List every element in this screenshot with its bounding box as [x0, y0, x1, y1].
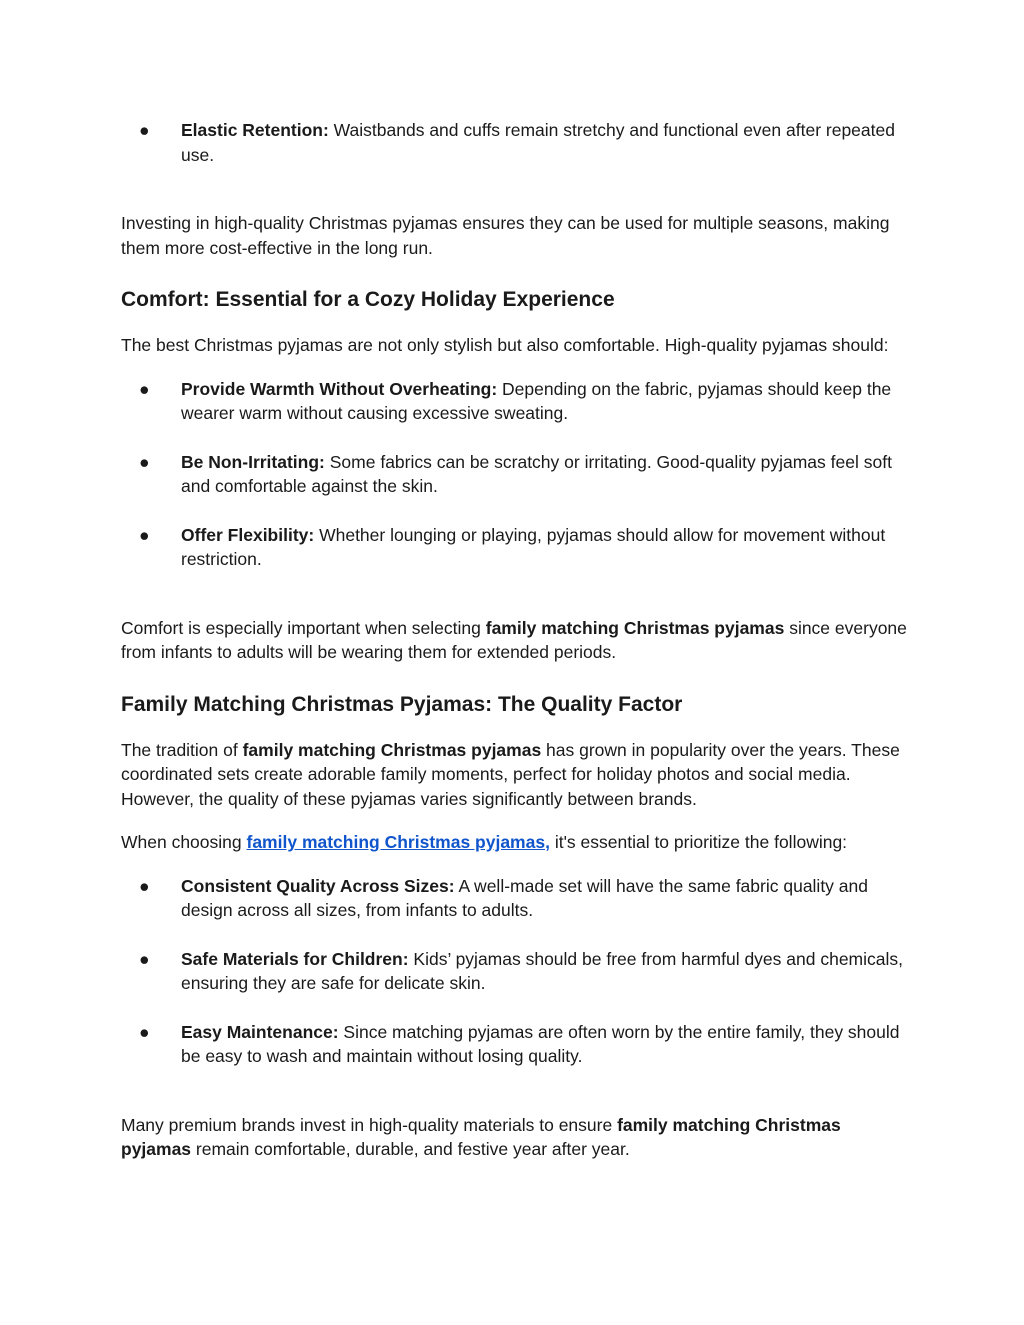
list-item-title: Be Non-Irritating: [181, 451, 325, 472]
list-item [121, 1020, 911, 1069]
bullet-icon: ● [139, 451, 150, 472]
list-item [121, 523, 911, 572]
list-item-title: Provide Warmth Without Overheating: [181, 378, 498, 399]
list-item-text: Waistbands and cuffs remain stretchy and functional even after repeated use. [181, 120, 895, 165]
list-item [121, 377, 911, 426]
text-run: The tradition of [121, 739, 243, 760]
list-item [121, 450, 911, 499]
list-item-title: Consistent Quality Across Sizes: [181, 875, 455, 896]
text-run-bold: family matching Christmas pyjamas [121, 1114, 841, 1159]
list-spacer [121, 499, 911, 523]
text-run: has grown in popularity over the years. These coordinated sets create adorable family moments, perfect for holiday photos and social media. However, the quality of these pyjamas varies significantly between brands. [121, 739, 900, 809]
list-item-text: Whether lounging or playing, pyjamas should allow for movement without restriction. [181, 524, 886, 569]
heading-comfort: Comfort: Essential for a Cozy Holiday Experience [121, 288, 615, 311]
list-spacer [121, 923, 911, 947]
bullet-list-priorities [121, 874, 911, 1069]
list-item [121, 947, 911, 996]
bullet-icon: ● [139, 378, 150, 399]
bullet-icon: ● [139, 524, 150, 545]
document-page [121, 118, 911, 1162]
text-run: Many premium brands invest in high-quality materials to ensure [121, 1114, 618, 1135]
bullet-list-durability [121, 118, 911, 167]
text-run: since everyone from infants to adults will be wearing them for extended periods. [121, 617, 907, 662]
bullet-list-comfort [121, 377, 911, 572]
list-item-text: A well-made set will have the same fabric quality and design across all sizes, from infants to adults. [181, 875, 868, 920]
paragraph-comfort-important [121, 616, 911, 665]
paragraph-premium-brands [121, 1113, 911, 1162]
list-item-text: Since matching pyjamas are often worn by the entire family, they should be easy to wash and maintain without losing quality. [181, 1021, 900, 1066]
bullet-icon: ● [139, 948, 150, 969]
list-item-text: Depending on the fabric, pyjamas should keep the wearer warm without causing excessive sweating. [181, 378, 892, 423]
list-item [121, 874, 911, 923]
list-item-title: Easy Maintenance: [181, 1021, 339, 1042]
text-run: remain comfortable, durable, and festive year after year. [191, 1139, 630, 1159]
list-item-text: Some fabrics can be scratchy or irritating. Good-quality pyjamas feel soft and comfortable against the skin. [181, 451, 892, 496]
list-spacer [121, 996, 911, 1020]
text-run-bold: family matching Christmas pyjamas [485, 617, 785, 638]
bullet-icon: ● [139, 875, 150, 896]
text-run: When choosing [121, 832, 247, 852]
paragraph-tradition [121, 738, 911, 812]
heading-family-matching: Family Matching Christmas Pyjamas: The Quality Factor [121, 692, 683, 716]
text-run: Comfort is especially important when selecting [121, 617, 486, 638]
list-item-title: Offer Flexibility: [181, 524, 315, 545]
bullet-icon: ● [139, 120, 150, 140]
family-matching-pyjamas-link[interactable]: family matching Christmas pyjamas, [246, 832, 550, 852]
list-spacer [121, 426, 911, 450]
list-item [121, 118, 911, 167]
paragraph-best-pyjamas: The best Christmas pyjamas are not only stylish but also comfortable. High-quality pyjamas should: [121, 335, 889, 355]
text-run: it's essential to prioritize the following: [549, 832, 848, 852]
paragraph-investing: Investing in high-quality Christmas pyjamas ensures they can be used for multiple seasons, making them more cost-effective in the long run. [121, 213, 890, 258]
paragraph-when-choosing [121, 830, 911, 855]
bullet-icon: ● [139, 1021, 150, 1042]
text-run-bold: family matching Christmas pyjamas [242, 739, 542, 760]
list-item-title: Elastic Retention: [181, 120, 329, 140]
list-item-title: Safe Materials for Children: [181, 948, 409, 969]
list-item-text: Kids’ pyjamas should be free from harmful dyes and chemicals, ensuring they are safe for delicate skin. [181, 948, 903, 993]
